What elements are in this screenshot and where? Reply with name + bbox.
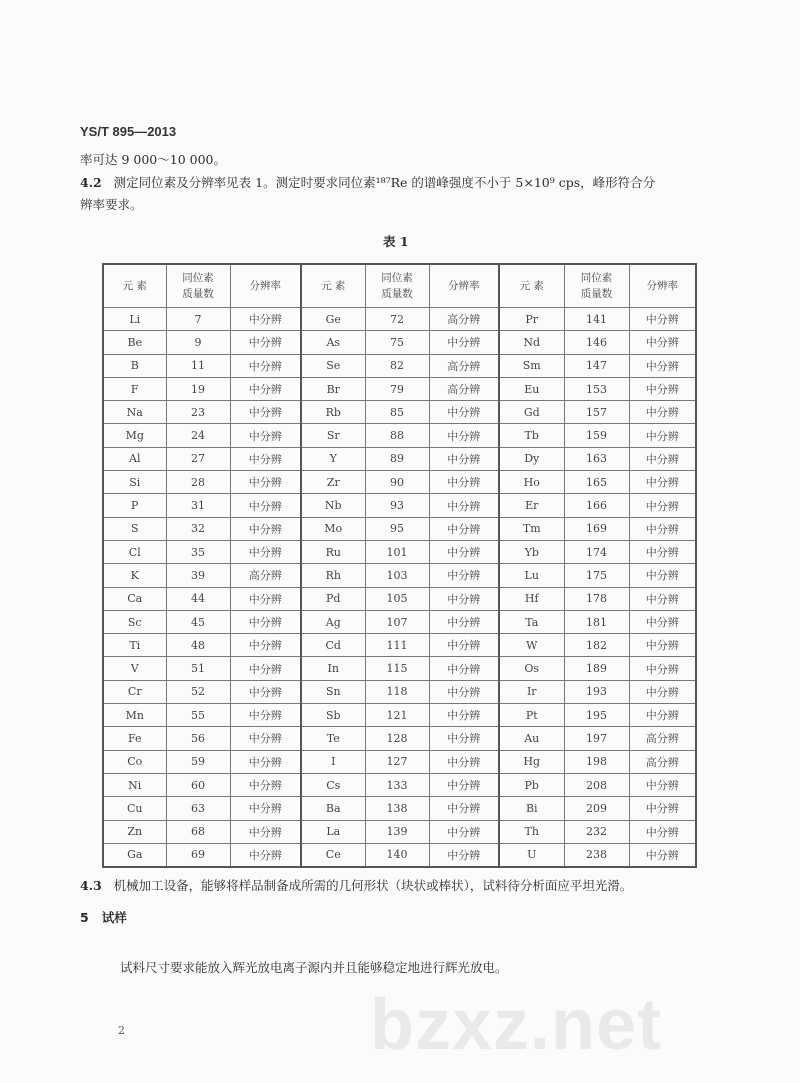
- mass-number-cell: 153: [564, 377, 629, 400]
- element-cell: Tb: [499, 424, 564, 447]
- resolution-cell: 中分辨: [429, 540, 499, 563]
- element-cell: I: [301, 750, 365, 773]
- resolution-cell: 中分辨: [230, 447, 301, 470]
- mass-number-cell: 139: [365, 820, 429, 843]
- mass-number-cell: 133: [365, 773, 429, 796]
- resolution-cell: 中分辨: [429, 704, 499, 727]
- element-cell: U: [499, 843, 564, 867]
- section-5-text: 试料尺寸要求能放入辉光放电离子源内并且能够稳定地进行辉光放电。: [120, 960, 508, 975]
- column-header: 分辨率: [230, 264, 301, 308]
- resolution-cell: 中分辨: [230, 704, 301, 727]
- resolution-cell: 中分辨: [629, 471, 696, 494]
- element-cell: Ge: [301, 308, 365, 331]
- mass-number-cell: 90: [365, 471, 429, 494]
- resolution-cell: 中分辨: [230, 797, 301, 820]
- table-row: [103, 308, 696, 331]
- resolution-cell: 中分辨: [429, 471, 499, 494]
- standard-code: YS/T 895—2013: [80, 124, 177, 139]
- mass-number-cell: 181: [564, 610, 629, 633]
- table-title: 表 1: [383, 234, 409, 249]
- element-cell: As: [301, 331, 365, 354]
- element-cell: Zr: [301, 471, 365, 494]
- mass-number-cell: 195: [564, 704, 629, 727]
- resolution-cell: 中分辨: [629, 680, 696, 703]
- element-cell: Co: [103, 750, 166, 773]
- section-number: 5: [80, 910, 89, 925]
- mass-number-cell: 39: [166, 564, 230, 587]
- resolution-cell: 中分辨: [230, 820, 301, 843]
- resolution-cell: 中分辨: [629, 517, 696, 540]
- element-cell: Ir: [499, 680, 564, 703]
- element-cell: Ni: [103, 773, 166, 796]
- mass-number-cell: 140: [365, 843, 429, 867]
- mass-number-cell: 69: [166, 843, 230, 867]
- mass-number-cell: 19: [166, 377, 230, 400]
- mass-number-cell: 72: [365, 308, 429, 331]
- element-cell: Al: [103, 447, 166, 470]
- resolution-cell: 中分辨: [230, 610, 301, 633]
- table-row: [103, 843, 696, 867]
- resolution-cell: 中分辨: [629, 494, 696, 517]
- mass-number-cell: 52: [166, 680, 230, 703]
- element-cell: V: [103, 657, 166, 680]
- element-cell: Bi: [499, 797, 564, 820]
- element-cell: Ga: [103, 843, 166, 867]
- mass-number-cell: 88: [365, 424, 429, 447]
- resolution-cell: 中分辨: [230, 471, 301, 494]
- element-cell: Nd: [499, 331, 564, 354]
- element-cell: Si: [103, 471, 166, 494]
- element-cell: Ce: [301, 843, 365, 867]
- mass-number-cell: 27: [166, 447, 230, 470]
- table-row: [103, 797, 696, 820]
- resolution-cell: 中分辨: [429, 494, 499, 517]
- mass-number-cell: 107: [365, 610, 429, 633]
- element-cell: Dy: [499, 447, 564, 470]
- element-cell: Tm: [499, 517, 564, 540]
- mass-number-cell: 128: [365, 727, 429, 750]
- table-row: [103, 587, 696, 610]
- resolution-cell: 中分辨: [629, 773, 696, 796]
- element-cell: Ag: [301, 610, 365, 633]
- mass-number-cell: 11: [166, 354, 230, 377]
- resolution-cell: 中分辨: [629, 843, 696, 867]
- table-row: [103, 704, 696, 727]
- resolution-cell: 中分辨: [230, 680, 301, 703]
- element-cell: Au: [499, 727, 564, 750]
- mass-number-cell: 44: [166, 587, 230, 610]
- table-row: [103, 424, 696, 447]
- element-cell: Te: [301, 727, 365, 750]
- resolution-cell: 中分辨: [230, 540, 301, 563]
- element-cell: Pt: [499, 704, 564, 727]
- mass-number-cell: 79: [365, 377, 429, 400]
- element-cell: Rh: [301, 564, 365, 587]
- mass-number-cell: 56: [166, 727, 230, 750]
- table-row: [103, 540, 696, 563]
- resolution-cell: 中分辨: [629, 447, 696, 470]
- resolution-cell: 中分辨: [629, 820, 696, 843]
- mass-number-cell: 197: [564, 727, 629, 750]
- element-cell: Ho: [499, 471, 564, 494]
- mass-number-cell: 60: [166, 773, 230, 796]
- resolution-cell: 中分辨: [629, 797, 696, 820]
- element-cell: P: [103, 494, 166, 517]
- mass-number-cell: 169: [564, 517, 629, 540]
- element-cell: Pb: [499, 773, 564, 796]
- table-row: [103, 331, 696, 354]
- resolution-cell: 高分辨: [230, 564, 301, 587]
- section-4-2: [80, 173, 655, 191]
- resolution-cell: 中分辨: [629, 564, 696, 587]
- resolution-cell: 中分辨: [230, 634, 301, 657]
- resolution-cell: 中分辨: [230, 587, 301, 610]
- section-text: 测定同位素及分辨率见表 1。测定时要求同位素¹⁸⁷Re 的谱峰强度不小于 5×10⁹ cps，峰形符合分: [113, 175, 656, 190]
- mass-number-cell: 32: [166, 517, 230, 540]
- resolution-cell: 中分辨: [230, 727, 301, 750]
- element-cell: Rb: [301, 401, 365, 424]
- element-cell: Os: [499, 657, 564, 680]
- element-cell: Li: [103, 308, 166, 331]
- element-cell: In: [301, 657, 365, 680]
- resolution-cell: 中分辨: [230, 331, 301, 354]
- resolution-cell: 中分辨: [429, 610, 499, 633]
- mass-number-cell: 174: [564, 540, 629, 563]
- resolution-cell: 中分辨: [230, 517, 301, 540]
- mass-number-cell: 28: [166, 471, 230, 494]
- table-row: [103, 727, 696, 750]
- resolution-cell: 中分辨: [429, 657, 499, 680]
- element-cell: Lu: [499, 564, 564, 587]
- mass-number-cell: 175: [564, 564, 629, 587]
- mass-number-cell: 55: [166, 704, 230, 727]
- element-cell: Ca: [103, 587, 166, 610]
- resolution-cell: 中分辨: [629, 634, 696, 657]
- element-cell: Nb: [301, 494, 365, 517]
- element-cell: Be: [103, 331, 166, 354]
- resolution-cell: 中分辨: [429, 517, 499, 540]
- mass-number-cell: 103: [365, 564, 429, 587]
- resolution-cell: 中分辨: [429, 447, 499, 470]
- table-row: [103, 471, 696, 494]
- resolution-cell: 中分辨: [230, 424, 301, 447]
- section-text: 机械加工设备，能够将样品制备成所需的几何形状（块状或棒状），试料待分析面应平坦光滑。: [113, 878, 633, 893]
- column-header: 元 素: [301, 264, 365, 308]
- resolution-cell: 中分辨: [429, 820, 499, 843]
- section-number: 4.3: [80, 878, 102, 893]
- mass-number-cell: 182: [564, 634, 629, 657]
- mass-number-cell: 105: [365, 587, 429, 610]
- mass-number-cell: 163: [564, 447, 629, 470]
- element-cell: B: [103, 354, 166, 377]
- element-cell: Er: [499, 494, 564, 517]
- element-cell: Cs: [301, 773, 365, 796]
- element-cell: Cu: [103, 797, 166, 820]
- resolution-cell: 中分辨: [230, 773, 301, 796]
- mass-number-cell: 31: [166, 494, 230, 517]
- resolution-cell: 高分辨: [429, 354, 499, 377]
- element-cell: Ru: [301, 540, 365, 563]
- element-cell: Y: [301, 447, 365, 470]
- resolution-cell: 中分辨: [629, 331, 696, 354]
- mass-number-cell: 68: [166, 820, 230, 843]
- table-row: [103, 610, 696, 633]
- mass-number-cell: 115: [365, 657, 429, 680]
- resolution-cell: 中分辨: [230, 354, 301, 377]
- column-header: 同位素 质量数: [564, 264, 629, 308]
- mass-number-cell: 9: [166, 331, 230, 354]
- element-cell: Sc: [103, 610, 166, 633]
- table-row: [103, 564, 696, 587]
- element-cell: La: [301, 820, 365, 843]
- resolution-cell: 中分辨: [230, 657, 301, 680]
- element-cell: Se: [301, 354, 365, 377]
- mass-number-cell: 238: [564, 843, 629, 867]
- column-header: 元 素: [103, 264, 166, 308]
- resolution-cell: 中分辨: [230, 308, 301, 331]
- isotope-table: [102, 263, 697, 868]
- resolution-cell: 高分辨: [429, 377, 499, 400]
- table-row: [103, 494, 696, 517]
- mass-number-cell: 118: [365, 680, 429, 703]
- mass-number-cell: 48: [166, 634, 230, 657]
- resolution-cell: 中分辨: [230, 750, 301, 773]
- mass-number-cell: 35: [166, 540, 230, 563]
- element-cell: Yb: [499, 540, 564, 563]
- mass-number-cell: 111: [365, 634, 429, 657]
- table-row: [103, 820, 696, 843]
- resolution-cell: 中分辨: [629, 401, 696, 424]
- resolution-cell: 中分辨: [629, 610, 696, 633]
- resolution-cell: 中分辨: [429, 843, 499, 867]
- table-row: [103, 634, 696, 657]
- table-row: [103, 447, 696, 470]
- table-row: [103, 657, 696, 680]
- resolution-cell: 中分辨: [629, 704, 696, 727]
- mass-number-cell: 198: [564, 750, 629, 773]
- column-header: 同位素 质量数: [365, 264, 429, 308]
- element-cell: Gd: [499, 401, 564, 424]
- element-cell: Hf: [499, 587, 564, 610]
- mass-number-cell: 166: [564, 494, 629, 517]
- element-cell: Ta: [499, 610, 564, 633]
- mass-number-cell: 189: [564, 657, 629, 680]
- resolution-cell: 中分辨: [629, 308, 696, 331]
- mass-number-cell: 45: [166, 610, 230, 633]
- resolution-cell: 中分辨: [429, 564, 499, 587]
- element-cell: F: [103, 377, 166, 400]
- resolution-cell: 中分辨: [629, 657, 696, 680]
- table-row: [103, 680, 696, 703]
- resolution-cell: 中分辨: [429, 727, 499, 750]
- table-row: [103, 773, 696, 796]
- resolution-cell: 高分辨: [629, 727, 696, 750]
- resolution-cell: 中分辨: [429, 401, 499, 424]
- mass-number-cell: 138: [365, 797, 429, 820]
- resolution-cell: 高分辨: [629, 750, 696, 773]
- mass-number-cell: 85: [365, 401, 429, 424]
- resolution-cell: 中分辨: [429, 331, 499, 354]
- mass-number-cell: 208: [564, 773, 629, 796]
- element-cell: Mo: [301, 517, 365, 540]
- table-row: [103, 377, 696, 400]
- section-4-3: [80, 876, 632, 894]
- resolution-cell: 中分辨: [629, 587, 696, 610]
- mass-number-cell: 63: [166, 797, 230, 820]
- element-cell: Pr: [499, 308, 564, 331]
- resolution-cell: 中分辨: [629, 424, 696, 447]
- section-4-2-continuation: 辨率要求。: [80, 197, 143, 212]
- resolution-cell: 高分辨: [429, 308, 499, 331]
- element-cell: S: [103, 517, 166, 540]
- mass-number-cell: 89: [365, 447, 429, 470]
- table-row: [103, 401, 696, 424]
- resolution-cell: 中分辨: [429, 797, 499, 820]
- resolution-cell: 中分辨: [429, 634, 499, 657]
- mass-number-cell: 59: [166, 750, 230, 773]
- section-5-heading: [80, 908, 127, 926]
- mass-number-cell: 209: [564, 797, 629, 820]
- resolution-cell: 中分辨: [629, 540, 696, 563]
- column-header: 同位素 质量数: [166, 264, 230, 308]
- element-cell: Mn: [103, 704, 166, 727]
- mass-number-cell: 232: [564, 820, 629, 843]
- element-cell: Hg: [499, 750, 564, 773]
- element-cell: Mg: [103, 424, 166, 447]
- element-cell: K: [103, 564, 166, 587]
- mass-number-cell: 24: [166, 424, 230, 447]
- mass-number-cell: 147: [564, 354, 629, 377]
- mass-number-cell: 193: [564, 680, 629, 703]
- element-cell: Cd: [301, 634, 365, 657]
- resolution-cell: 中分辨: [429, 424, 499, 447]
- mass-number-cell: 165: [564, 471, 629, 494]
- element-cell: Eu: [499, 377, 564, 400]
- resolution-cell: 中分辨: [429, 587, 499, 610]
- mass-number-cell: 82: [365, 354, 429, 377]
- section-title: 试样: [101, 910, 127, 925]
- element-cell: Na: [103, 401, 166, 424]
- mass-number-cell: 95: [365, 517, 429, 540]
- resolution-cell: 中分辨: [230, 377, 301, 400]
- resolution-cell: 中分辨: [629, 377, 696, 400]
- element-cell: Fe: [103, 727, 166, 750]
- column-header: 分辨率: [629, 264, 696, 308]
- mass-number-cell: 141: [564, 308, 629, 331]
- mass-number-cell: 121: [365, 704, 429, 727]
- table-header-row: [103, 264, 696, 308]
- resolution-cell: 中分辨: [429, 773, 499, 796]
- element-cell: Ti: [103, 634, 166, 657]
- mass-number-cell: 127: [365, 750, 429, 773]
- element-cell: Ba: [301, 797, 365, 820]
- resolution-cell: 中分辨: [429, 680, 499, 703]
- page-number: 2: [118, 1024, 125, 1037]
- resolution-cell: 中分辨: [429, 750, 499, 773]
- resolution-cell: 中分辨: [629, 354, 696, 377]
- element-cell: Br: [301, 377, 365, 400]
- mass-number-cell: 157: [564, 401, 629, 424]
- element-cell: Cl: [103, 540, 166, 563]
- column-header: 分辨率: [429, 264, 499, 308]
- element-cell: Sb: [301, 704, 365, 727]
- resolution-cell: 中分辨: [230, 401, 301, 424]
- resolution-cell: 中分辨: [230, 843, 301, 867]
- mass-number-cell: 101: [365, 540, 429, 563]
- table-row: [103, 354, 696, 377]
- element-cell: W: [499, 634, 564, 657]
- section-number: 4.2: [80, 175, 102, 190]
- element-cell: Sr: [301, 424, 365, 447]
- mass-number-cell: 93: [365, 494, 429, 517]
- paragraph-continuation: 率可达 9 000～10 000。: [80, 152, 226, 167]
- element-cell: Th: [499, 820, 564, 843]
- mass-number-cell: 7: [166, 308, 230, 331]
- element-cell: Sm: [499, 354, 564, 377]
- mass-number-cell: 178: [564, 587, 629, 610]
- column-header: 元 素: [499, 264, 564, 308]
- mass-number-cell: 146: [564, 331, 629, 354]
- table-row: [103, 517, 696, 540]
- element-cell: Cr: [103, 680, 166, 703]
- mass-number-cell: 23: [166, 401, 230, 424]
- resolution-cell: 中分辨: [230, 494, 301, 517]
- mass-number-cell: 51: [166, 657, 230, 680]
- element-cell: Zn: [103, 820, 166, 843]
- table-row: [103, 750, 696, 773]
- element-cell: Sn: [301, 680, 365, 703]
- watermark: bzxz.net: [370, 985, 663, 1065]
- mass-number-cell: 159: [564, 424, 629, 447]
- element-cell: Pd: [301, 587, 365, 610]
- mass-number-cell: 75: [365, 331, 429, 354]
